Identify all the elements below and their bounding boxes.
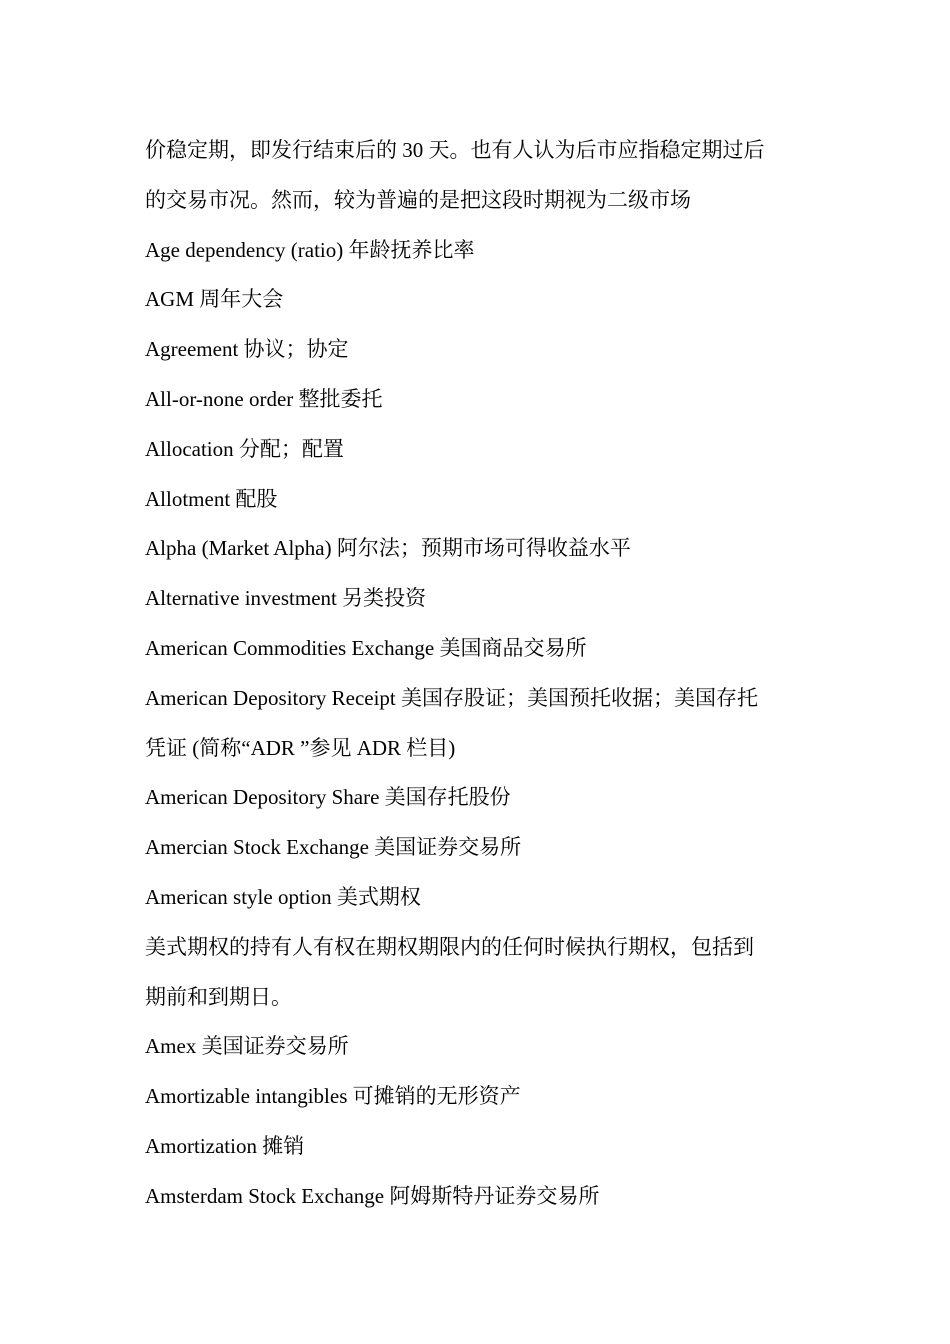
glossary-entry: Amercian Stock Exchange 美国证券交易所 [145,835,522,860]
text-line: 期前和到期日。 [145,984,292,1009]
glossary-entry: All-or-none order 整批委托 [145,386,383,411]
glossary-entry: Amortizable intangibles 可摊销的无形资产 [145,1084,521,1109]
glossary-entry: Amortization 摊销 [145,1133,305,1158]
glossary-entry: Allocation 分配；配置 [145,436,344,461]
glossary-entry: Allotment 配股 [145,486,278,511]
glossary-entry: Age dependency (ratio) 年龄抚养比率 [145,237,475,262]
glossary-entry: Alternative investment 另类投资 [145,586,427,611]
glossary-entry: AGM 周年大会 [145,287,284,312]
glossary-entry: American Depository Share 美国存托股份 [145,785,511,810]
glossary-entry: Amex 美国证券交易所 [145,1034,349,1059]
glossary-entry: Amsterdam Stock Exchange 阿姆斯特丹证券交易所 [145,1183,600,1208]
glossary-entry: American style option 美式期权 [145,884,421,909]
glossary-entry: Alpha (Market Alpha) 阿尔法；预期市场可得收益水平 [145,536,631,561]
glossary-entry: American Depository Receipt 美国存股证；美国预托收据；美国存托 [145,685,758,710]
glossary-entry: American Commodities Exchange 美国商品交易所 [145,635,587,660]
document-body [145,126,813,1222]
glossary-entry-continuation: 凭证 (简称“ADR ”参见 ADR 栏目) [145,735,456,760]
text-line: 的交易市况。然而，较为普遍的是把这段时期视为二级市场 [145,187,691,212]
text-line: 价稳定期，即发行结束后的 30 天。也有人认为后市应指稳定期过后 [145,138,765,162]
glossary-entry: Agreement 协议；协定 [145,337,349,362]
text-line: 美式期权的持有人有权在期权期限内的任何时候执行期权，包括到 [145,934,754,959]
